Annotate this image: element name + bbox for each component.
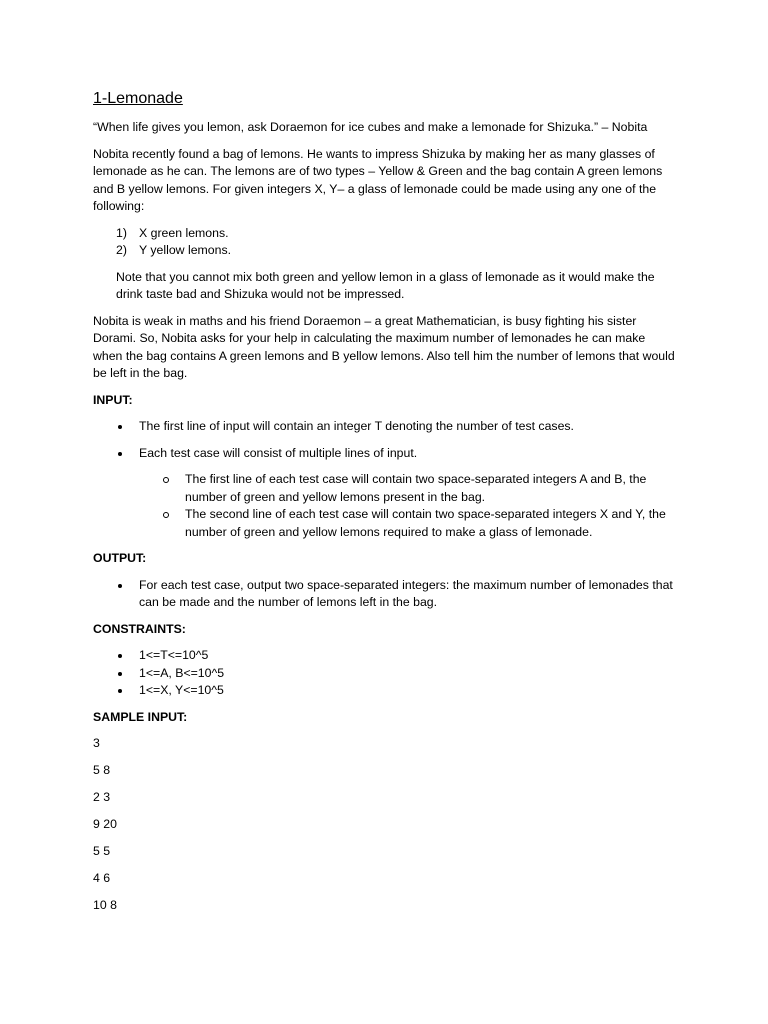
input-item-text: The first line of input will contain an integer T denoting the number of test cases.	[139, 419, 574, 433]
input-subitem-text: The second line of each test case will contain two space-separated integers X and Y, the number of green and yellow lemons required to make a glass of lemonade.	[185, 507, 666, 539]
sample-input-line: 10 8	[93, 898, 117, 912]
input-subitem-text: The first line of each test case will contain two space-separated integers A and B, the number of green and yellow lemons present in the bag.	[185, 472, 647, 504]
output-heading: OUTPUT:	[93, 551, 147, 565]
input-item	[93, 445, 678, 542]
circle-bullet-icon	[163, 512, 169, 518]
bullet-icon	[118, 654, 122, 658]
input-sublist	[139, 471, 678, 541]
output-item-text: For each test case, output two space-separated integers: the maximum number of lemonades that can be made and the number of lemons left in the bag.	[139, 577, 673, 609]
output-list	[93, 577, 678, 612]
constraint-item	[93, 665, 678, 683]
bullet-icon	[118, 452, 122, 456]
sample-input-block	[93, 735, 678, 915]
intro-paragraph: Nobita recently found a bag of lemons. He wants to impress Shizuka by making her as many glasses of lemonade as he can. The lemons are of two types – Yellow & Green and the bag contain A green lemons and B yellow lemons. For given integers X, Y– a glass of lemonade could be made using any one of the following:	[93, 146, 663, 213]
sample-input-line: 5 8	[93, 763, 111, 777]
bullet-icon	[118, 425, 122, 429]
document-content	[93, 88, 678, 924]
note-paragraph: Note that you cannot mix both green and yellow lemon in a glass of lemonade as it would make the drink taste bad and Shizuka would not be impressed.	[116, 269, 655, 301]
option-number: 2)	[116, 243, 127, 257]
bullet-icon	[118, 672, 122, 676]
option-item	[116, 242, 678, 260]
constraint-item	[93, 647, 678, 665]
constraints-heading: CONSTRAINTS:	[93, 621, 186, 636]
input-heading: INPUT:	[93, 392, 133, 407]
problem-title: 1-Lemonade	[93, 90, 183, 107]
sample-input-line: 2 3	[93, 790, 111, 804]
option-text: X green lemons.	[139, 225, 229, 240]
option-item	[116, 225, 678, 243]
input-item	[93, 418, 678, 436]
story-paragraph: Nobita is weak in maths and his friend Doraemon – a great Mathematician, is busy fighting his sister Dorami. So, Nobita asks for your help in calculating the maximum number of lemonades he can make when the bag contains A green lemons and B yellow lemons. Also tell him the number of lemons that would be left in the bag.	[93, 313, 675, 380]
bullet-icon	[118, 584, 122, 588]
sample-input-line: 3	[93, 736, 100, 750]
input-subitem	[139, 471, 678, 506]
constraint-text: 1<=T<=10^5	[139, 648, 209, 662]
option-text: Y yellow lemons.	[139, 243, 232, 257]
input-item-text: Each test case will consist of multiple lines of input.	[139, 445, 418, 460]
option-number: 1)	[116, 225, 127, 240]
constraint-text: 1<=X, Y<=10^5	[139, 683, 224, 697]
constraint-item	[93, 682, 678, 700]
lemonade-options-list	[116, 225, 678, 260]
constraint-text: 1<=A, B<=10^5	[139, 665, 225, 680]
input-subitem	[139, 506, 678, 541]
sample-input-heading: SAMPLE INPUT:	[93, 709, 188, 724]
circle-bullet-icon	[163, 477, 169, 483]
bullet-icon	[118, 689, 122, 693]
opening-quote: “When life gives you lemon, ask Doraemon for ice cubes and make a lemonade for Shizuka.” – Nobita	[93, 120, 648, 134]
output-item	[93, 577, 678, 612]
input-list	[93, 418, 678, 541]
constraints-list	[93, 647, 678, 700]
sample-input-line: 5 5	[93, 844, 111, 858]
sample-input-line: 9 20	[93, 817, 117, 831]
sample-input-line: 4 6	[93, 871, 111, 885]
